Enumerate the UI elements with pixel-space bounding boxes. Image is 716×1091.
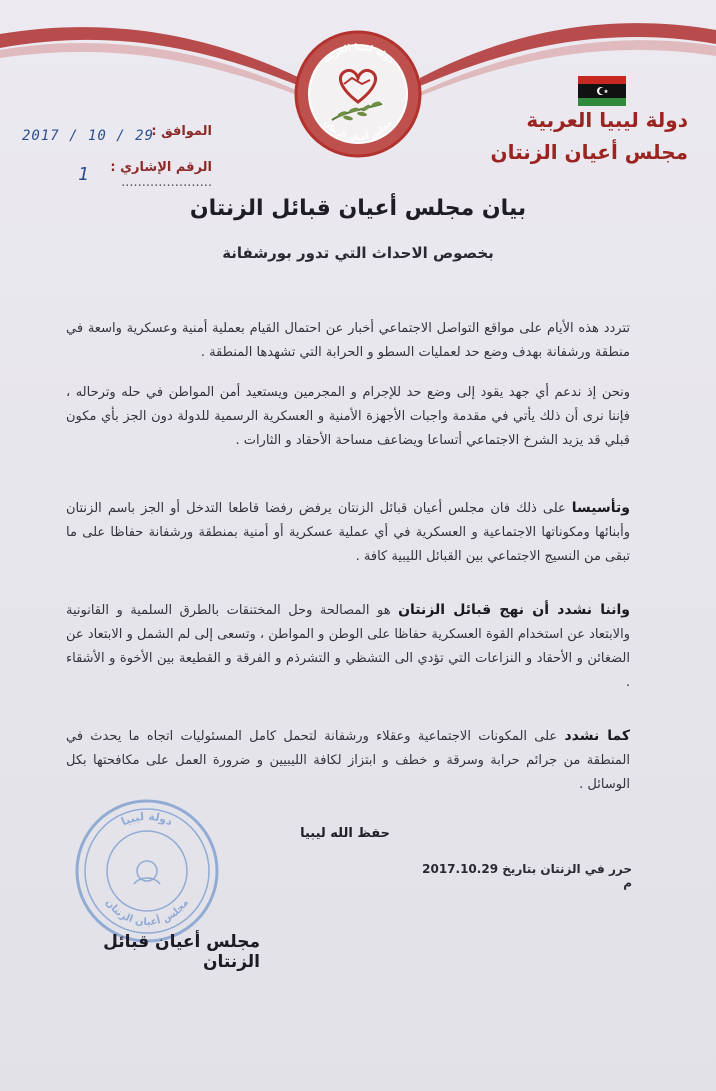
- header-council-name: مجلس أعيان الزنتان: [490, 140, 688, 164]
- paragraph-3: [66, 496, 630, 569]
- handwritten-reference: 1: [78, 164, 89, 185]
- paragraph-5-text: على المكونات الاجتماعية وعقلاء ورشفانة لتحمل كامل المسئوليات اتجاه ما يحدث في المنطقة من جرائم حرابة وسرقة و خطف و ابتزاز لكافة الليبيين و ضرورة العمل على مكافحتها بكل الوسائل .: [66, 729, 630, 792]
- header-state-name: دولة ليبيا العربية: [526, 108, 688, 132]
- paragraph-1-text: تتردد هذه الأيام على مواقع التواصل الاجتماعي أخبار عن احتمال القيام بعملية أمنية وعسكرية واسعة في منطقة ورشفانة بهدف وضع حد لعمليات السطو و الحرابة التي تشهدها المنطقة .: [66, 321, 630, 360]
- document-title: بيان مجلس أعيان قبائل الزنتان: [189, 196, 527, 221]
- date-label: الموافق :: [151, 124, 212, 139]
- emblem-bottom-text: مجلس أعيان الزنتان: [322, 118, 394, 143]
- paragraph-2-text: ونحن إذ ندعم أي جهد يقود إلى وضع حد للإجرام و المجرمين ويستعيد أمن المواطن في حله وترحاله ، فإننا نرى أن ذلك يأتي في مقدمة واجبات الأجهزة الأمنية و العسكرية الرسمية للدولة دون الجز بأي مكون قبلي قد يزيد الشرخ الاجتماعي أتساعا ويضاعف مساحة الأحقاد و الثارات .: [66, 385, 630, 448]
- paragraph-5: [66, 724, 630, 797]
- svg-text:مجلس أعيان الزنتان: [103, 897, 191, 928]
- issued-place-date: حرر في الزنتان بتاريخ 2017.10.29 م: [422, 862, 632, 890]
- paragraph-1: [66, 316, 630, 365]
- paragraph-2: [66, 380, 630, 453]
- paragraph-4-lead: واننا نشدد أن نهج قبائل الزنتان: [398, 602, 630, 618]
- stamp-bottom-text: مجلس أعيان الزنتان: [102, 897, 192, 929]
- council-emblem-logo: [292, 28, 424, 160]
- reference-dots: ......................: [121, 175, 212, 190]
- libya-flag-icon: [578, 76, 626, 106]
- reference-label-text: الرقم الإشاري :: [110, 160, 212, 175]
- signature-council-name: مجلس أعيان قبائل الزنتان: [103, 932, 260, 972]
- stamp-top-text: دولة ليبيا: [119, 809, 175, 829]
- paragraph-4-text: هو المصالحة وحل المختنقات بالطرق السلمية و القانونية والابتعاد عن استخدام القوة العسكرية حفاظا على الوطن و المواطن ، وتسعى إلى لم الشمل و الابتعاد عن الضغائن و الأحقاد و النزاعات التي تؤدي الى التشظي و التشرذم و الفرقة و القطيعة بين الأخوة و الأشقاء .: [66, 603, 630, 690]
- paragraph-3-text: على ذلك فان مجلس أعيان قبائل الزنتان يرفض رفضا قاطعا التدخل أو الجز باسم الزنتان وأبنائها ومكوناتها الاجتماعية و العسكرية في أي عملية عسكرية أو أمنية بمنطقة ورشفانة حفاظا على ما تبقى من النسيج الاجتماعي بين القبائل الليبية كافة .: [66, 501, 630, 564]
- document-subtitle: بخصوص الاحداث التي تدور بورشفانة: [222, 244, 494, 262]
- paragraph-4: [66, 598, 630, 695]
- official-stamp: [72, 796, 222, 946]
- emblem-top-text: دولة ليبيا العربية: [320, 42, 396, 67]
- closing-phrase: حفظ الله ليبيا: [300, 826, 390, 841]
- handwritten-date: 2017 / 10 / 29: [22, 128, 155, 144]
- paragraph-5-lead: كما نشدد: [564, 728, 630, 744]
- reference-label: [22, 160, 212, 190]
- paragraph-3-lead: وتأسيسا: [571, 500, 630, 516]
